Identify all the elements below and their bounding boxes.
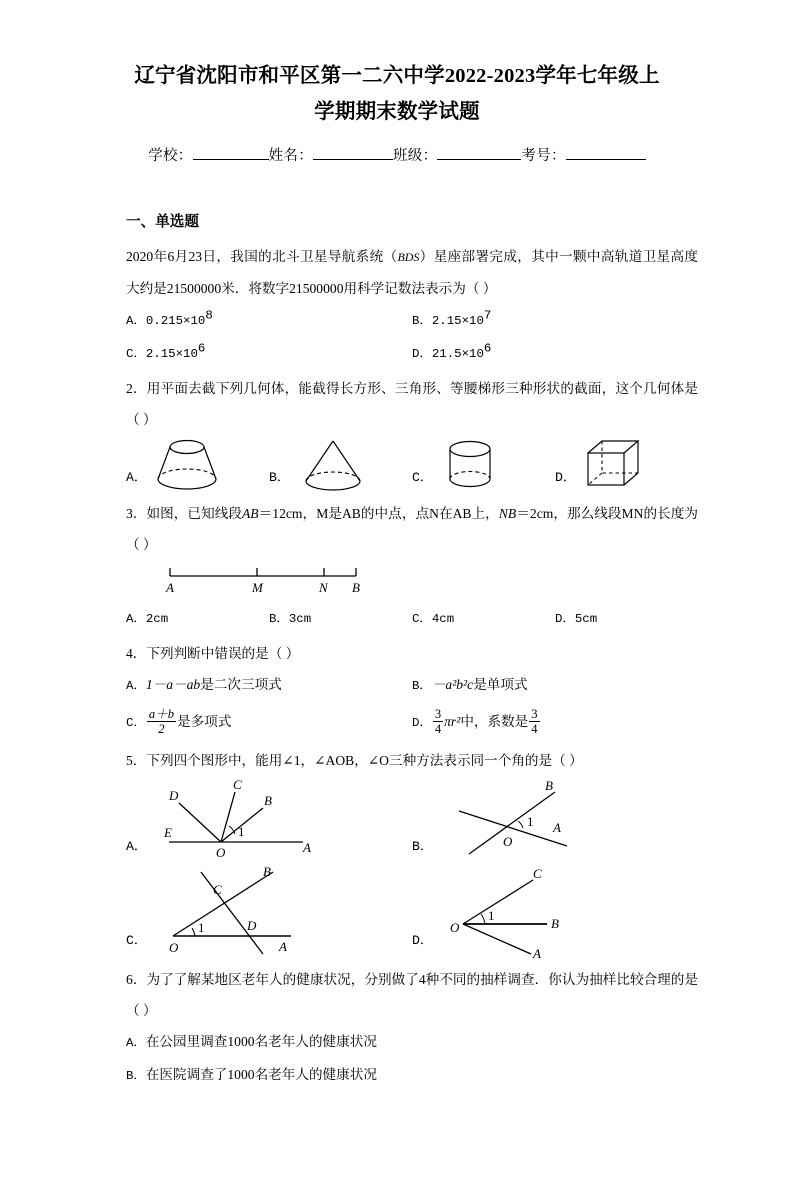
question-4-option-c[interactable] xyxy=(126,706,412,739)
option-a-tail: 是二次三项式 xyxy=(200,677,282,692)
point-label-c: C xyxy=(533,866,542,881)
point-label-a: A xyxy=(553,820,562,835)
option-b-label: B． xyxy=(412,314,432,328)
option-a-label: A． xyxy=(126,679,146,693)
angle-diagram-d xyxy=(437,866,622,961)
option-a-label: A． xyxy=(126,612,146,626)
option-d-expression: πr² xyxy=(444,714,461,729)
question-4-option-b[interactable] xyxy=(412,669,698,702)
option-d-label: D． xyxy=(412,716,432,730)
point-label-a: A xyxy=(166,580,174,595)
option-c-denominator: 2 xyxy=(147,721,176,736)
option-d-mantissa: 21.5×10 xyxy=(431,347,484,361)
point-label-a: A xyxy=(279,939,288,954)
option-b-value: 在医院调查了1000名老年人的健康状况 xyxy=(145,1067,377,1082)
point-label-m: M xyxy=(252,580,263,595)
point-label-b: B xyxy=(352,580,360,595)
exam-number-label: 考号： xyxy=(521,148,566,164)
question-3 xyxy=(126,498,698,635)
option-a-label: A． xyxy=(126,839,148,854)
title-line-2: 学期期末数学试题 xyxy=(314,101,480,123)
option-c-numerator: a＋b xyxy=(148,707,175,722)
title-line-1: 辽宁省沈阳市和平区第一二六中学2022-2023学年七年级上 xyxy=(134,65,660,87)
option-a-expression: 1－a－ab xyxy=(145,677,201,692)
question-2-option-b[interactable] xyxy=(269,437,412,495)
question-1-stem-a: 2020年6月23日，我国的北斗卫星导航系统（ xyxy=(126,249,398,264)
frustum-icon xyxy=(151,437,223,495)
question-3-stem-b: ，M是AB的中点，点N在AB上， xyxy=(302,506,499,521)
name-blank[interactable] xyxy=(313,145,393,160)
question-5-number: 5． xyxy=(126,753,147,768)
question-1-option-d[interactable] xyxy=(412,337,698,370)
question-4-option-a[interactable] xyxy=(126,669,412,702)
option-c-label: C． xyxy=(412,612,432,626)
option-d-denominator-1: 4 xyxy=(434,722,442,737)
option-a-value: 在公园里调查1000名老年人的健康状况 xyxy=(145,1034,377,1049)
cone-icon xyxy=(294,437,372,495)
question-1-option-c[interactable] xyxy=(126,337,412,370)
question-5-text xyxy=(126,745,698,776)
angle-label-1: 1 xyxy=(527,814,534,829)
question-2-stem: 用平面去截下列几何体，能截得长方形、三角形、等腰梯形三种形状的截面，这个几何体是（ ） xyxy=(126,381,699,427)
question-3-number: 3． xyxy=(126,506,147,521)
question-6-option-a[interactable] xyxy=(126,1026,698,1059)
option-d-numerator-1: 3 xyxy=(434,707,442,722)
question-1-option-a[interactable] xyxy=(126,304,412,337)
point-label-a: A xyxy=(303,840,312,855)
question-6-option-b[interactable] xyxy=(126,1059,698,1092)
question-1-bds: BDS xyxy=(397,250,420,264)
option-b-label: B． xyxy=(412,679,432,693)
point-label-d: D xyxy=(169,788,179,803)
point-label-n: N xyxy=(319,580,328,595)
option-c-label: C． xyxy=(126,933,148,948)
point-label-b: B xyxy=(264,793,273,808)
angle-label-1: 1 xyxy=(488,908,495,923)
option-d-label: D． xyxy=(412,933,434,948)
question-1-option-b[interactable] xyxy=(412,304,698,337)
option-b-label: B． xyxy=(412,839,434,854)
option-c-label: C． xyxy=(412,470,434,485)
option-a-label: A． xyxy=(126,1036,146,1050)
question-6-options xyxy=(126,1026,698,1092)
angle-diagram-a xyxy=(151,776,341,864)
question-6-text xyxy=(126,964,698,1026)
question-5-stem: 下列四个图形中，能用∠1，∠AOB，∠O三种方法表示同一个角的是（ ） xyxy=(146,753,583,768)
school-blank[interactable] xyxy=(193,145,269,160)
option-a-exponent: 8 xyxy=(205,308,213,323)
option-b-expression: －a²b²c xyxy=(431,677,474,692)
option-d-label: D． xyxy=(555,612,575,626)
question-4-option-d[interactable] xyxy=(412,706,698,739)
point-label-o: O xyxy=(169,940,179,955)
angle-diagram-b xyxy=(437,776,622,864)
question-3-diagram-wrap xyxy=(166,564,698,600)
question-4-options-row-2 xyxy=(126,706,698,739)
option-c-label: C． xyxy=(126,347,146,361)
question-1-options-row-2 xyxy=(126,337,698,370)
question-5-figure-row-2 xyxy=(126,864,698,961)
option-d-fraction-1 xyxy=(433,707,443,736)
question-1 xyxy=(126,241,698,370)
cylinder-icon xyxy=(437,437,503,495)
point-label-o: O xyxy=(216,845,226,860)
question-6-stem: 为了了解某地区老年人的健康状况，分别做了4种不同的抽样调查．你认为抽样比较合理的是（ ） xyxy=(126,972,699,1018)
option-c-label: C． xyxy=(126,716,146,730)
point-label-o: O xyxy=(503,834,513,849)
option-d-exponent: 6 xyxy=(483,341,492,356)
option-d-label: D． xyxy=(555,470,577,485)
option-b-exponent: 7 xyxy=(483,308,492,323)
point-label-a: A xyxy=(533,946,542,961)
option-c-tail: 是多项式 xyxy=(177,714,232,729)
option-c-fraction xyxy=(147,707,176,736)
angle-diagram-c xyxy=(151,866,341,958)
option-c-mantissa: 2.15×10 xyxy=(145,347,198,361)
option-d-label: D． xyxy=(412,347,432,361)
point-label-c: C xyxy=(233,777,242,792)
question-5-option-a[interactable] xyxy=(126,776,412,864)
option-c-value: 4cm xyxy=(431,612,455,626)
option-a-value: 2cm xyxy=(145,612,169,626)
option-b-mantissa: 2.15×10 xyxy=(431,314,484,328)
question-1-options-row-1 xyxy=(126,304,698,337)
option-b-value: 3cm xyxy=(288,612,312,626)
question-5-option-d[interactable] xyxy=(412,866,698,961)
option-d-fraction-2 xyxy=(529,707,539,736)
question-2-number: 2． xyxy=(126,381,147,396)
option-d-tail: 中，系数是 xyxy=(460,714,529,729)
question-3-stem-c: ，那么线段MN的长度为（ ） xyxy=(126,506,699,552)
option-b-label: B． xyxy=(269,470,291,485)
option-d-numerator-2: 3 xyxy=(531,707,538,722)
question-3-option-d[interactable] xyxy=(555,602,698,635)
question-5-figure-row-1 xyxy=(126,776,698,864)
question-3-text xyxy=(126,498,698,560)
option-b-tail: 是单项式 xyxy=(473,677,528,692)
question-5-option-c[interactable] xyxy=(126,866,412,958)
section-heading-single-choice: 一、单选题 xyxy=(126,214,199,230)
exam-number-blank[interactable] xyxy=(566,145,646,160)
question-3-option-c[interactable] xyxy=(412,602,555,635)
option-b-label: B． xyxy=(126,1069,146,1083)
segment-nb-label: NB xyxy=(498,506,517,521)
question-3-stem-a: 如图，已知线段 xyxy=(146,506,242,521)
point-label-o: O xyxy=(450,920,460,935)
question-3-options xyxy=(126,602,698,635)
question-2-option-c[interactable] xyxy=(412,437,555,495)
page-title xyxy=(0,58,794,130)
school-label: 学校： xyxy=(148,148,193,164)
option-d-value: 5cm xyxy=(574,612,598,626)
question-3-option-b[interactable] xyxy=(269,602,412,635)
question-6-number: 6． xyxy=(126,972,147,987)
question-4-options-row-1 xyxy=(126,669,698,702)
question-3-option-a[interactable] xyxy=(126,602,269,635)
question-2-option-a[interactable] xyxy=(126,437,269,495)
option-b-label: B． xyxy=(269,612,289,626)
exam-page xyxy=(0,58,794,1181)
question-1-text xyxy=(126,241,698,304)
question-5 xyxy=(126,745,698,961)
segment-diagram xyxy=(166,564,386,600)
question-2-figure-options xyxy=(126,437,698,495)
angle-label-1: 1 xyxy=(198,920,205,935)
option-c-exponent: 6 xyxy=(197,341,206,356)
option-d-denominator-2: 4 xyxy=(531,722,538,737)
question-4-number: 4． xyxy=(126,646,147,661)
question-2-option-d[interactable] xyxy=(555,437,698,495)
point-label-c: C xyxy=(213,882,222,897)
question-4-text xyxy=(126,638,698,669)
question-4-stem: 下列判断中错误的是（ ） xyxy=(146,646,300,661)
segment-ab-label: AB xyxy=(242,506,259,521)
exam-content xyxy=(0,207,794,1092)
angle-label-1: 1 xyxy=(238,824,245,839)
question-4 xyxy=(126,638,698,739)
question-1-stem-b: ）星座部署完成，其中一颗中高轨道卫星高度大约是21500000米．将数字21500000用科学记数法表示为（ ） xyxy=(126,249,699,296)
question-2 xyxy=(126,373,698,495)
student-info-row xyxy=(0,144,794,165)
point-label-e: E xyxy=(164,825,173,840)
option-a-label: A． xyxy=(126,470,148,485)
option-a-mantissa: 0.215×10 xyxy=(145,314,206,328)
question-6 xyxy=(126,964,698,1092)
class-label: 班级： xyxy=(393,148,438,164)
point-label-b: B xyxy=(551,916,560,931)
question-5-option-b[interactable] xyxy=(412,776,698,864)
option-a-label: A． xyxy=(126,314,146,328)
question-3-eq1: ＝12cm xyxy=(258,506,303,521)
class-blank[interactable] xyxy=(437,145,521,160)
cube-icon xyxy=(580,437,646,495)
question-2-text xyxy=(126,373,698,435)
point-label-b: B xyxy=(263,864,272,879)
name-label: 姓名： xyxy=(268,148,313,164)
point-label-d: D xyxy=(247,918,257,933)
question-3-eq2: ＝2cm xyxy=(516,506,554,521)
point-label-b: B xyxy=(545,778,554,793)
